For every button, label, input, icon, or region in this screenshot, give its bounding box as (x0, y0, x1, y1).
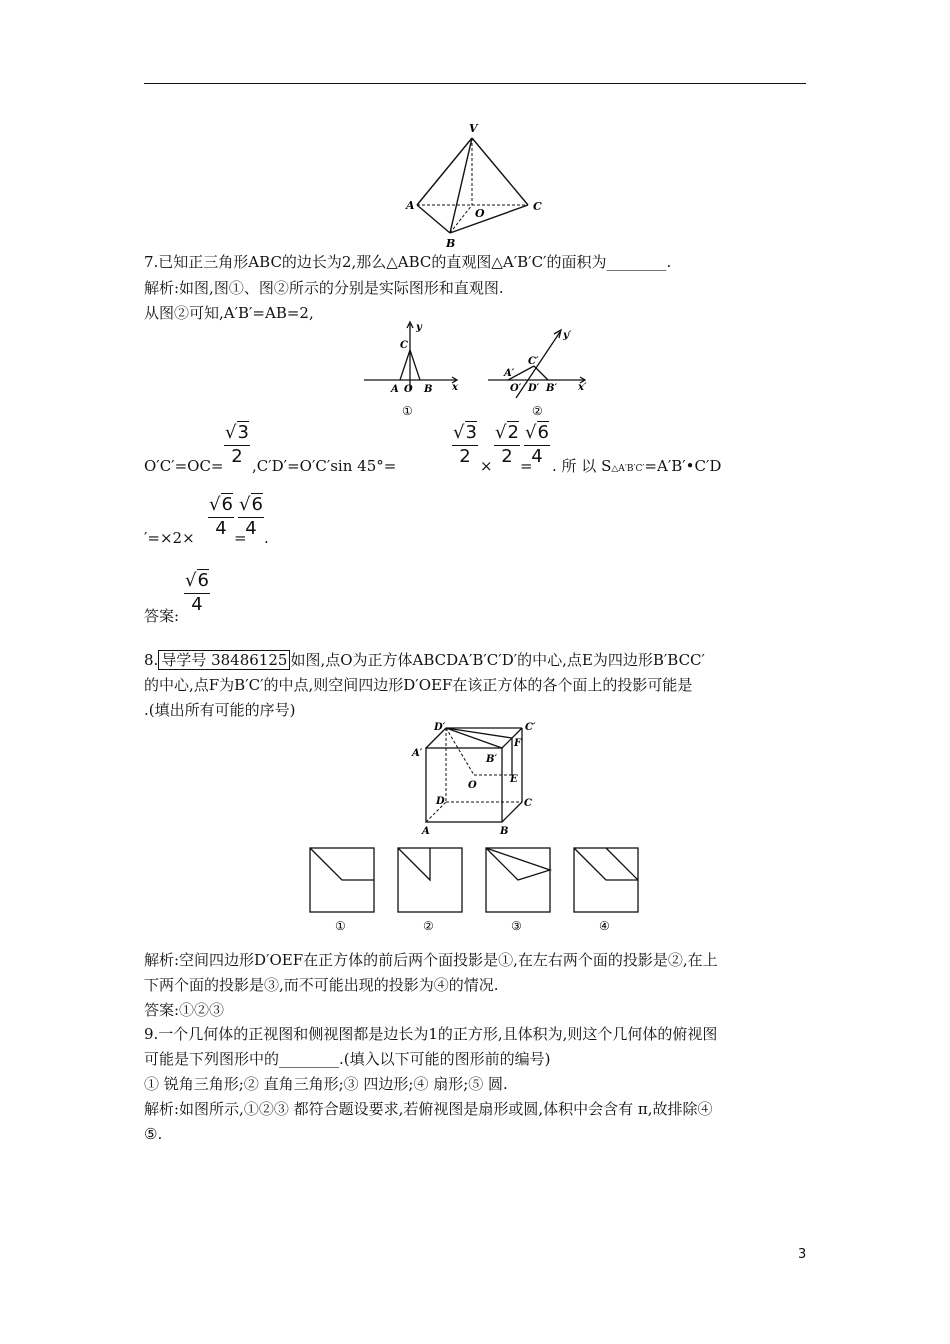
cube-a1: A′ (412, 748, 423, 759)
q7-from-fig: 从图②可知,A′B′=AB=2, (144, 304, 314, 322)
q9-analysis-2: ⑤. (144, 1125, 163, 1143)
cube-d1: D′ (434, 722, 446, 733)
cube-c1: C′ (525, 722, 536, 733)
cube-figure (408, 718, 558, 838)
option-4-label: ④ (599, 919, 610, 933)
period: . (264, 529, 269, 547)
q7-formula-2-lhs: ′=×2× (144, 529, 195, 547)
label-a: A (406, 199, 415, 212)
label-b: B (446, 237, 456, 248)
fig2-x: x′ (578, 382, 587, 393)
frac-den: 4 (245, 518, 257, 539)
q9-analysis-1: 解析:如图所示,①②③ 都符合题设要求,若俯视图是扇形或圆,体积中会含有 π,故排除④ (144, 1100, 713, 1118)
frac-sqrt2-over-2: $\frac{√2}{2}$ (495, 422, 519, 467)
q7-figure-1 (362, 318, 462, 420)
q8-analysis-1: 解析:空间四边形D′OEF在正方体的前后两个面投影是①,在左右两个面的投影是②,在上 (144, 951, 718, 969)
q7-answer-label: 答案: (144, 607, 180, 625)
option-2-label: ② (423, 919, 434, 933)
frac-sqrt6-over-4-b: $\frac{√6}{4}$ (209, 494, 233, 539)
q9-line-3: ① 锐角三角形;② 直角三角形;③ 四边形;④ 扇形;⑤ 圆. (144, 1075, 508, 1093)
q7-stem (144, 252, 671, 272)
so-text: . 所 以 S (552, 457, 612, 475)
q7-formula-1-lhs: O′C′=OC= (144, 457, 224, 475)
frac-num: 3 (237, 422, 249, 443)
fig1-c: C (400, 340, 408, 351)
frac-num: 6 (197, 570, 209, 591)
area-subscript: △A′B′C′ (611, 464, 645, 474)
frac-den: 4 (191, 594, 203, 615)
q8-text-1: 如图,点O为正方体ABCDA′B′C′D′的中心,点E为四边形B′BCC′ (290, 651, 705, 669)
frac-num: 6 (251, 494, 263, 515)
fig2-caption: ② (532, 404, 543, 418)
fig1-caption: ① (402, 404, 413, 418)
q8-analysis-2: 下两个面的投影是③,而不可能出现的投影为④的情况. (144, 976, 499, 994)
frac-sqrt3-over-2-b: $\frac{√3}{2}$ (453, 422, 477, 467)
times-sign: × (480, 457, 493, 475)
frac-num: 6 (537, 422, 549, 443)
frac-den: 4 (215, 518, 227, 539)
frac-den: 2 (459, 446, 471, 467)
fig2-c: C′ (528, 356, 539, 367)
fig1-y: y (416, 322, 422, 333)
q7-figure-2 (486, 318, 596, 420)
frac-den: 2 (231, 446, 243, 467)
cube-f: F (514, 738, 522, 749)
frac-sqrt6-over-4-c: $\frac{√6}{4}$ (239, 494, 263, 539)
fig1-o: O (404, 384, 413, 395)
q9-text-2a: 可能是下列图形中的 (144, 1050, 280, 1068)
cube-a: A (422, 826, 430, 837)
option-1-label: ① (335, 919, 346, 933)
q7-end: . (666, 253, 672, 271)
equals-sign: = (520, 457, 533, 475)
q7-answer-frac: $\frac{√6}{4}$ (185, 570, 209, 615)
area-rest: =A′B′•C′D (644, 457, 722, 475)
q7-formula-1-mid: ,C′D′=O′C′sin 45°= (252, 457, 397, 475)
q9-blank: ________ (279, 1050, 340, 1068)
fig2-o: O′ (510, 383, 522, 394)
cube-o: O (468, 780, 477, 791)
q7-formula-1-end (552, 456, 721, 479)
q8-line-3: .(填出所有可能的序号) (144, 701, 296, 719)
frac-sqrt6-over-4: $\frac{√6}{4}$ (525, 422, 549, 467)
cube-b1: B′ (486, 754, 498, 765)
q9-line-2 (144, 1049, 551, 1069)
fig1-x: x (452, 382, 458, 393)
q7-text: 7.已知正三角形ABC的边长为2,那么△ABC的直观图△A′B′C′的面积为 (144, 253, 607, 271)
q9-line-1: 9.一个几何体的正视图和侧视图都是边长为1的正方形,且体积为,则这个几何体的俯视图 (144, 1025, 718, 1043)
q8-line-1 (144, 650, 705, 670)
q8-answer: 答案:①②③ (144, 1001, 225, 1019)
frac-num: 2 (507, 422, 519, 443)
label-o: O (475, 207, 485, 220)
label-v: V (469, 122, 478, 135)
q7-analysis: 解析:如图,图①、图②所示的分别是实际图形和直观图. (144, 279, 504, 297)
frac-den: 2 (501, 446, 513, 467)
frac-num: 3 (465, 422, 477, 443)
frac-num: 6 (221, 494, 233, 515)
fig2-y: y′ (563, 330, 572, 341)
q8-tag: 导学号 38486125 (158, 650, 290, 670)
page-number: 3 (798, 1247, 807, 1262)
cube-b: B (500, 826, 509, 837)
projection-options (300, 840, 650, 936)
cube-d: D (436, 796, 445, 807)
q8-number: 8. (144, 651, 159, 669)
q9-text-2b: .(填入以下可能的图形前的编号) (339, 1050, 551, 1068)
frac-den: 4 (531, 446, 543, 467)
fig2-a: A′ (504, 368, 515, 379)
pyramid-figure (400, 118, 560, 248)
cube-e: E (510, 774, 518, 785)
fig1-b: B (424, 384, 433, 395)
fig2-b: B′ (546, 383, 558, 394)
option-3-label: ③ (511, 919, 522, 933)
q7-blank: ________ (606, 253, 667, 271)
cube-c: C (524, 798, 532, 809)
fig1-a: A (391, 384, 399, 395)
frac-sqrt3-over-2-a: $\frac{√3}{2}$ (225, 422, 249, 467)
equals-sign-2: = (234, 529, 247, 547)
q8-line-2: 的中心,点F为B′C′的中点,则空间四边形D′OEF在该正方体的各个面上的投影可能是 (144, 676, 693, 694)
label-c: C (533, 200, 542, 213)
header-rule (144, 83, 806, 84)
fig2-d: D′ (528, 383, 540, 394)
